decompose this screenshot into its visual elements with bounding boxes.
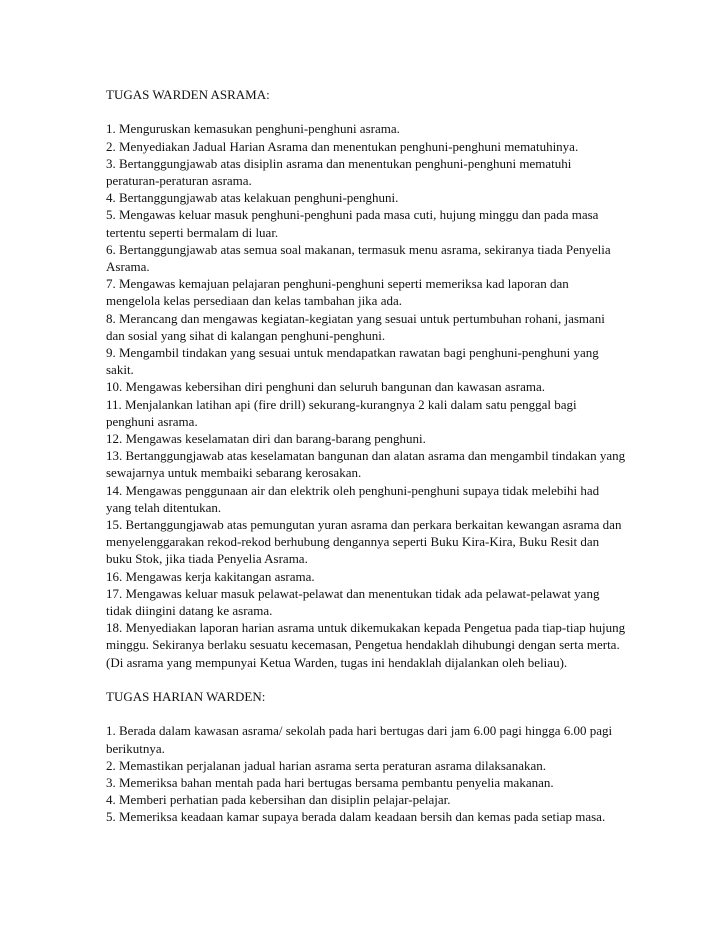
duty-item-4: 4. Bertanggungjawab atas kelakuan penghuni-penghuni. [106, 190, 399, 206]
daily-duty-item-3: 3. Memeriksa bahan mentah pada hari bertugas bersama pembantu penyelia makanan. [106, 775, 554, 791]
duty-item-3: 3. Bertanggungjawab atas disiplin asrama dan menentukan penghuni-penghuni mematuhi peraturan-peraturan asrama. [106, 155, 572, 188]
duty-item-15: 15. Bertanggungjawab atas pemungutan yuran asrama dan perkara berkaitan kewangan asrama dan menyelenggarakan rekod-rekod berhubung dengannya seperti Buku Kira-Kira, Buku Resit dan buku Stok, jika tiada Penyelia Asrama. [106, 517, 622, 567]
duty-item-18: 18. Menyediakan laporan harian asrama untuk dikemukakan kepada Pengetua pada tiap-tiap hujung minggu. Sekiranya berlaku sesuatu kecemasan, Pengetua hendaklah dihubungi dengan serta merta. (Di asrama yang mempunyai Ketua Warden, tugas ini hendaklah dijalankan oleh beliau). [106, 620, 626, 670]
daily-duties-list [106, 722, 626, 825]
section-heading-tugas-harian-warden: TUGAS HARIAN WARDEN: [106, 689, 266, 705]
spacer [106, 705, 626, 722]
duty-item-14: 14. Mengawas penggunaan air dan elektrik oleh penghuni-penghuni supaya tidak melebihi had yang telah ditentukan. [106, 482, 600, 515]
duty-item-11: 11. Menjalankan latihan api (fire drill) sekurang-kurangnya 2 kali dalam satu penggal bagi penghuni asrama. [106, 396, 577, 429]
duty-item-17: 17. Mengawas keluar masuk pelawat-pelawat dan menentukan tidak ada pelawat-pelawat yang tidak diingini datang ke asrama. [106, 585, 600, 619]
daily-duty-item-2: 2. Memastikan perjalanan jadual harian asrama serta peraturan asrama dilaksanakan. [106, 757, 546, 773]
duty-item-7: 7. Mengawas kemajuan pelajaran penghuni-penghuni seperti memeriksa kad laporan dan mengelola kelas persediaan dan kelas tambahan jika ada. [106, 276, 569, 309]
spacer [106, 671, 626, 688]
duty-item-6: 6. Bertanggungjawab atas semua soal makanan, termasuk menu asrama, sekiranya tiada Penyelia Asrama. [106, 241, 611, 275]
duty-item-8: 8. Merancang dan mengawas kegiatan-kegiatan yang sesuai untuk pertumbuhan rohani, jasmani dan sosial yang sihat di kalangan penghuni-penghuni. [106, 310, 605, 343]
duty-item-2: 2. Menyediakan Jadual Harian Asrama dan menentukan penghuni-penghuni mematuhinya. [106, 138, 579, 154]
duty-item-12: 12. Mengawas keselamatan diri dan barang-barang penghuni. [106, 431, 426, 447]
document-page [106, 86, 626, 826]
section-heading-tugas-warden-asrama: TUGAS WARDEN ASRAMA: [106, 87, 270, 102]
duty-item-5: 5. Mengawas keluar masuk penghuni-penghuni pada masa cuti, hujung minggu dan pada masa tertentu seperti bermalam di luar. [106, 207, 599, 240]
duties-list [106, 120, 626, 671]
daily-duty-item-1: 1. Berada dalam kawasan asrama/ sekolah pada hari bertugas dari jam 6.00 pagi hingga 6.00 pagi berikutnya. [106, 723, 613, 756]
duty-item-16: 16. Mengawas kerja kakitangan asrama. [106, 568, 315, 584]
duty-item-1: 1. Menguruskan kemasukan penghuni-penghuni asrama. [106, 121, 400, 137]
daily-duty-item-4: 4. Memberi perhatian pada kebersihan dan disiplin pelajar-pelajar. [106, 792, 451, 808]
duty-item-10: 10. Mengawas kebersihan diri penghuni dan seluruh bangunan dan kawasan asrama. [106, 379, 545, 395]
daily-duty-item-5: 5. Memeriksa keadaan kamar supaya berada dalam keadaan bersih dan kemas pada setiap masa. [106, 809, 606, 825]
spacer [106, 103, 626, 120]
duty-item-9: 9. Mengambil tindakan yang sesuai untuk mendapatkan rawatan bagi penghuni-penghuni yang sakit. [106, 345, 599, 378]
duty-item-13: 13. Bertanggungjawab atas keselamatan bangunan dan alatan asrama dan mengambil tindakan yang sewajarnya untuk membaiki sebarang kerosakan. [106, 448, 626, 481]
